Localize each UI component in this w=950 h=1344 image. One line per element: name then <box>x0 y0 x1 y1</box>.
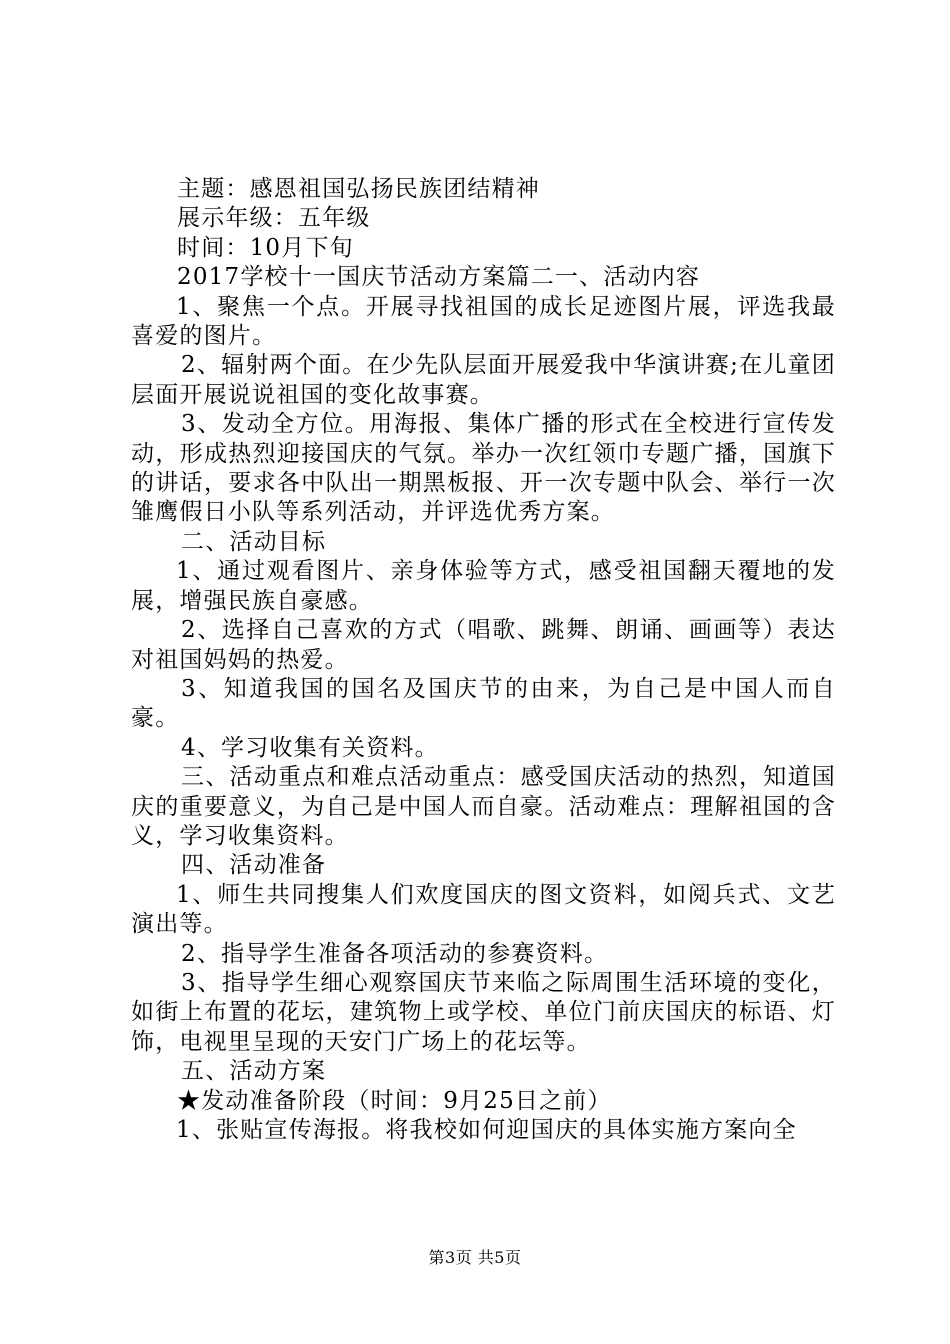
paragraph-prep-3: 3、指导学生细心观察国庆节来临之际周围生活环境的变化，如街上布置的花坛，建筑物上或学校、单位门前庆国庆的标语、灯饰，电视里呈现的天安门广场上的花坛等。 <box>131 969 836 1055</box>
paragraph-content-2: 2、辐射两个面。在少先队层面开展爱我中华演讲赛;在儿童团层面开展说说祖国的变化故事赛。 <box>131 352 836 408</box>
paragraph-prep-2: 2、指导学生准备各项活动的参赛资料。 <box>181 940 609 967</box>
heading-preparation: 四、活动准备 <box>181 852 327 879</box>
paragraph-prep-1: 1、师生共同搜集人们欢度国庆的图文资料，如阅兵式、文艺演出等。 <box>131 881 836 938</box>
paragraph-section-title: 2017学校十一国庆节活动方案篇二一、活动内容 <box>177 264 701 291</box>
paragraph-content-3: 3、发动全方位。用海报、集体广播的形式在全校进行宣传发动，形成热烈迎接国庆的气氛。举办一次红领巾专题广播，国旗下的讲话，要求各中队出一期黑板报、开一次专题中队会、举行一次雏鹰假日小队等系列活动，并评选优秀方案。 <box>131 411 836 526</box>
paragraph-goal-4: 4、学习收集有关资料。 <box>181 734 439 761</box>
heading-plan: 五、活动方案 <box>181 1058 327 1085</box>
paragraph-plan-stage: ★发动准备阶段（时间：9月25日之前） <box>177 1087 612 1114</box>
page-number-footer: 第3页 共5页 <box>428 1248 522 1267</box>
paragraph-plan-1: 1、张贴宣传海报。将我校如何迎国庆的具体实施方案向全 <box>176 1117 797 1143</box>
paragraph-time: 时间：10月下旬 <box>177 234 354 261</box>
paragraph-key-points: 三、活动重点和难点活动重点：感受国庆活动的热烈，知道国庆的重要意义，为自己是中国人而自豪。活动难点：理解祖国的含义，学习收集资料。 <box>131 764 836 849</box>
paragraph-grade: 展示年级：五年级 <box>177 205 371 232</box>
paragraph-goal-3: 3、知道我国的国名及国庆节的由来，为自己是中国人而自豪。 <box>131 675 836 732</box>
paragraph-goal-2: 2、选择自己喜欢的方式（唱歌、跳舞、朗诵、画画等）表达对祖国妈妈的热爱。 <box>131 617 836 673</box>
paragraph-goal-1: 1、通过观看图片、亲身体验等方式，感受祖国翻天覆地的发展，增强民族自豪感。 <box>131 558 836 614</box>
paragraph-theme: 主题：感恩祖国弘扬民族团结精神 <box>177 176 540 202</box>
document-body <box>131 175 836 1145</box>
paragraph-content-1: 1、聚焦一个点。开展寻找祖国的成长足迹图片展，评选我最喜爱的图片。 <box>131 293 836 350</box>
heading-goals: 二、活动目标 <box>181 528 327 555</box>
